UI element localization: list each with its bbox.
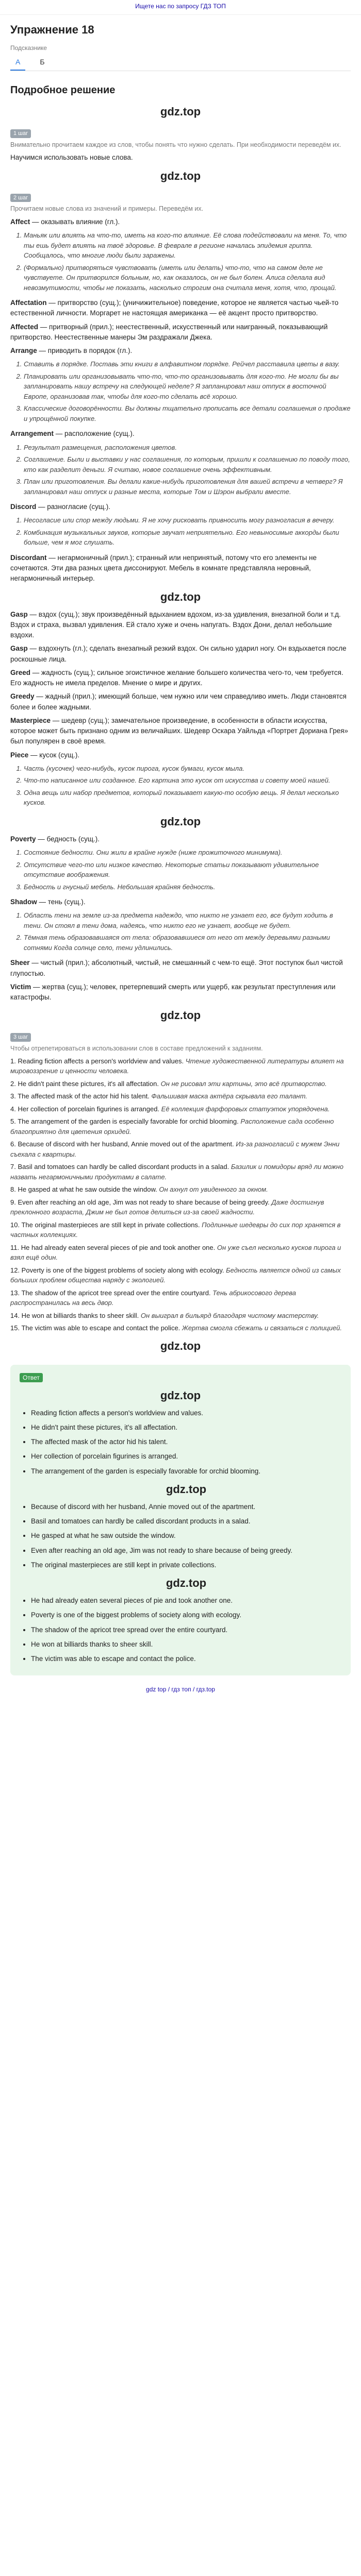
vocab-definition: — притворство (сущ.); (уничижительное) поведение, которое не является частью чьей-то естественной личности. Моргарет не настоящая американка — её акцент просто притворство. — [10, 299, 339, 317]
answer-item: • Reading fiction affects a person's worldview and values. — [31, 1408, 341, 1418]
example-sentence — [10, 1104, 351, 1114]
step-2-intro: Прочитаем новые слова из значений и примеры. Переведём их. — [10, 205, 204, 212]
sentence-en: 9. Even after reaching an old age, Jim was not ready to share because of being greedy. — [10, 1198, 272, 1206]
answer-item: • Even after reaching an old age, Jim was not ready to share because of being greedy. — [31, 1546, 341, 1556]
vocab-meaning: 2. Отсутствие чего-то или низкое качество. Некоторые статьи показывают удивительное отсутствие воображения. — [24, 860, 351, 880]
vocab-word: Gasp — [10, 610, 28, 618]
step-3-badge: 3 шаг — [10, 1033, 31, 1042]
tabs-label: Подсказнике — [10, 44, 47, 52]
sentence-en: 7. Basil and tomatoes can hardly be called discordant products in a salad. — [10, 1163, 231, 1171]
vocab-definition: — притворный (прил.); неестественный, искусственный или наигранный, показывающий притворство. Неестественные манеры Эм раздражали Джека. — [10, 323, 328, 341]
example-sentence — [10, 1184, 351, 1195]
sentence-ru: Даже достигнув преклонного возраста, Джим не был готов делиться из-за своей жадности. — [10, 1198, 324, 1216]
answer-item: • The arrangement of the garden is especially favorable for orchid blooming. — [31, 1466, 341, 1477]
answer-list — [20, 1408, 341, 1665]
vocab-word: Affect — [10, 217, 30, 226]
answer-badge: Ответ — [20, 1373, 43, 1382]
vocab-definition: — негармоничный (прил.); странный или непринятый, потому что его элементы не сочетаются. Эти два разных цвета диссонируют. Мебель в комнате представляла неровный, негармоничный интерьер. — [10, 553, 317, 583]
vocab-entry — [10, 322, 351, 343]
example-sentence — [10, 1116, 351, 1137]
vocab-definition: — шедевр (сущ.); замечательное произведение, в особенности в области искусства, которое может быть признано одним из величайших. Шедевр Оскара Уайльда «Портрет Дориана Грея» был популярен в своё время. — [10, 716, 349, 745]
vocab-definition: — жадный (прил.); имеющий больше, чем нужно или чем справедливо иметь. Люди становятся более и более жадными. — [10, 692, 347, 711]
tab-a[interactable]: А — [10, 55, 25, 71]
vocab-word: Arrangement — [10, 430, 54, 438]
sentence-en: 11. He had already eaten several pieces of pie and took another one. — [10, 1243, 217, 1251]
sentence-ru: Расположение сада особенно благоприятно для цветения орхидей. — [10, 1117, 334, 1136]
vocab-meaning: 1. Результат размещения, расположения цветов. — [24, 443, 351, 453]
example-sentences — [10, 1056, 351, 1333]
step-3-intro: Чтобы отрепетироваться в использовании слов в составе предложений к заданиям. — [10, 1044, 263, 1052]
answer-item: • Because of discord with her husband, Annie moved out of the apartment. — [31, 1502, 341, 1512]
vocab-definition: — расположение (сущ.). — [54, 430, 135, 438]
answer-item: • He won at billiards thanks to sheer skill. — [31, 1639, 341, 1650]
watermark: gdz.top — [160, 815, 201, 828]
vocab-entry — [10, 716, 351, 747]
sentence-en: 13. The shadow of the apricot tree spread over the entire courtyard. — [10, 1289, 213, 1297]
vocab-meaning: 1. Область тени на земле из-за предмета надеждо, что никто не узнает его, все будут ходить в тени. Он стоял в тени дома, надеясь, что никто его не узнает, вообще не будет. — [24, 910, 351, 930]
answer-item: • Poverty is one of the biggest problems of society along with ecology. — [31, 1610, 341, 1620]
vocab-meaning: 2. Комбинация музыкальных звуков, которые звучат неприятельно. Его невыносимые аккорды были больше, чем я мог слушать. — [24, 528, 351, 548]
sentence-en: 1. Reading fiction affects a person's worldview and values. — [10, 1057, 186, 1065]
example-sentence — [10, 1311, 351, 1321]
watermark: gdz.top — [160, 590, 201, 603]
answer-item: • The victim was able to escape and contact the police. — [31, 1654, 341, 1664]
vocab-meaning: 1. Часть (кусочек) чего-нибудь, кусок пирога, кусок бумаги, кусок мыла. — [24, 764, 351, 774]
sentence-en: 12. Poverty is one of the biggest problems of society along with ecology. — [10, 1266, 226, 1274]
example-sentence — [10, 1162, 351, 1182]
sentence-ru: Тень абрикосового дерева распространилась на весь двор. — [10, 1289, 297, 1307]
vocab-word: Sheer — [10, 959, 30, 967]
vocab-entry — [10, 897, 351, 907]
vocab-word: Greedy — [10, 692, 35, 701]
vocab-definition: — кусок (сущ.). — [28, 751, 80, 759]
page-title: Упражнение 18 — [10, 23, 94, 36]
sentence-ru: Он не рисовал эти картины, это всё притворство. — [160, 1079, 327, 1088]
vocab-definition: — тень (сущ.). — [37, 898, 86, 906]
vocab-meaning: 2. Соглашение. Были и выставки у нас соглашения, по которым, пришли к соглашению по поводу того, кто как разделит деньги. Я считаю, новое соглашение очень эффективным. — [24, 454, 351, 474]
vocab-meaning: 2. (Формально) притворяться чувствовать (иметь или делать) что-то, что на самом деле не чувствуете. Он притворился больным, но, как оказалось, он не был болен. Алиса сделала вид невозмутимости, чтобы не показать, насколько строгим она считала меня, хотя, что, прощай. — [24, 263, 351, 293]
vocab-meaning: 1. Ставить в порядке. Поставь эти книги в алфавитном порядке. Рейчел расставила цветы в вазу. — [24, 359, 351, 369]
sentence-en: 14. He won at billiards thanks to sheer skill. — [10, 1311, 141, 1319]
vocab-word: Affectation — [10, 299, 47, 307]
vocab-entry — [10, 502, 351, 512]
answer-item: • Basil and tomatoes can hardly be called discordant products in a salad. — [31, 1516, 341, 1527]
tab-b[interactable]: Б — [40, 58, 45, 66]
vocab-word: Gasp — [10, 645, 28, 653]
top-search-link[interactable]: Ищете нас по запросу ГДЗ ТОП — [0, 0, 361, 15]
vocab-meanings — [10, 848, 351, 892]
sentence-ru: Бедность является одной из самых больших проблем общества наряду с экологией. — [10, 1266, 341, 1284]
answer-box — [10, 1365, 351, 1676]
sentence-ru: Он ахнул от увиденного за окном. — [159, 1185, 268, 1193]
vocab-definition: — чистый (прил.); абсолютный, чистый, не смешанный с чем-то ещё. Этот поступок был чистой глупостью. — [10, 959, 343, 977]
sentence-ru: Базилик и помидоры вряд ли можно назвать негармоничными продуктами в салате. — [10, 1163, 343, 1181]
sentence-ru: Фальшивая маска актёра скрывала его талант. — [151, 1092, 307, 1100]
vocab-entry — [10, 643, 351, 665]
watermark: gdz.top — [160, 169, 201, 182]
sentence-ru: Из-за разногласий с мужем Энни съехала с квартиры. — [10, 1140, 340, 1158]
vocab-definition: — жадность (сущ.); сильное эгоистичное желание большего количества чего-то, чем требуется. Его жадность не имела пределов. Мнение о мире и других. — [10, 668, 343, 687]
vocab-definition: — разногласие (сущ.). — [36, 503, 110, 511]
vocab-meanings — [10, 910, 351, 953]
sentence-ru: Её коллекция фарфоровых статуэток упорядочена. — [161, 1105, 330, 1113]
watermark: gdz.top — [166, 1482, 207, 1496]
vocab-meanings — [10, 359, 351, 423]
sentence-en: 6. Because of discord with her husband, Annie moved out of the apartment. — [10, 1140, 236, 1148]
section-title: Подробное решение — [10, 84, 116, 96]
answer-item: • The shadow of the apricot tree spread over the entire courtyard. — [31, 1625, 341, 1635]
step-1-intro: Внимательно прочитаем каждое из слов, чтобы понять что нужно сделать. При необходимости переведём их. — [10, 141, 341, 148]
example-sentence — [10, 1197, 351, 1217]
vocab-word: Piece — [10, 751, 29, 759]
answer-item: • The original masterpieces are still kept in private collections. — [31, 1560, 341, 1570]
step-1-note: Научимся использовать новые слова. — [10, 154, 133, 162]
sentence-ru: Жертва смогла сбежать и связаться с полицией. — [182, 1324, 342, 1332]
vocab-word: Discord — [10, 503, 37, 511]
vocab-entry — [10, 982, 351, 1003]
vocab-entry — [10, 834, 351, 844]
vocab-meaning: 3. Классические договорённости. Вы должны тщательно прописать все детали соглашения о продаже и упрощённой покупке. — [24, 403, 351, 423]
vocab-meaning: 3. Бедность и гнусный мебель. Небольшая крайняя бедность. — [24, 882, 351, 892]
vocab-meaning: 1. Маньяк или влиять на что-то, иметь на кого-то влияние. Её слова подействовали на меня. То, что ты ешь будет влиять на твоё здоровье. В феврале в регионе началась эпидемия гриппа. Сообщалось, что многие люди были заражены. — [24, 230, 351, 261]
vocab-word: Greed — [10, 668, 31, 676]
vocab-entry — [10, 750, 351, 760]
example-sentence — [10, 1079, 351, 1089]
example-sentence — [10, 1220, 351, 1240]
vocab-entry — [10, 346, 351, 356]
answer-item: • Her collection of porcelain figurines is arranged. — [31, 1451, 341, 1462]
variant-tabs — [10, 55, 351, 71]
vocab-definition: — вздох (сущ.); звук произведённый вдыханием вдохом, из-за удивления, внезапной боли и т.д. Вздох и страха, вызвал удивления. Ей стало хуже и очень напугать. Вздох Дони, делал небольшие вздохи. — [10, 610, 341, 639]
step-1-badge: 1 шаг — [10, 129, 31, 138]
watermark: gdz.top — [160, 1009, 201, 1022]
vocabulary-list — [10, 217, 351, 1003]
vocab-definition: — приводить в порядок (гл.). — [37, 347, 133, 354]
vocab-word: Victim — [10, 982, 31, 991]
vocab-meaning: 1. Несогласие или спор между людьми. Я не хочу рисковать привносить могу разногласия в вечеру. — [24, 515, 351, 526]
sentence-ru: Подлинные шедевры до сих пор хранятся в частных коллекциях. — [10, 1221, 341, 1239]
vocab-meanings — [10, 230, 351, 293]
vocab-word: Affected — [10, 323, 39, 331]
watermark: gdz.top — [160, 105, 201, 118]
vocab-entry — [10, 958, 351, 979]
step-2-badge: 2 шаг — [10, 194, 31, 202]
vocab-definition: — бедность (сущ.). — [36, 835, 100, 843]
vocab-entry — [10, 668, 351, 689]
answer-item: • He had already eaten several pieces of pie and took another one. — [31, 1596, 341, 1606]
vocab-entry — [10, 217, 351, 227]
answer-item: • He gasped at what he saw outside the window. — [31, 1531, 341, 1541]
vocab-meaning: 2. Что-то написанное или созданное. Его картина это кусок от искусства и совету моей нашей. — [24, 775, 351, 786]
sentence-en: 10. The original masterpieces are still kept in private collections. — [10, 1221, 202, 1229]
sentence-en: 3. The affected mask of the actor hid his talent. — [10, 1092, 152, 1100]
vocab-entry — [10, 553, 351, 584]
vocab-meanings — [10, 515, 351, 548]
example-sentence — [10, 1323, 351, 1333]
vocab-meanings — [10, 443, 351, 497]
vocab-entry — [10, 691, 351, 713]
vocab-definition: — оказывать влияние (гл.). — [30, 217, 120, 226]
sentence-en: 8. He gasped at what he saw outside the window. — [10, 1185, 159, 1193]
watermark: gdz.top — [166, 1577, 207, 1589]
vocab-word: Poverty — [10, 835, 36, 843]
sentence-ru: Он выиграл в бильярд благодаря чистому мастерству. — [140, 1311, 319, 1319]
vocab-word: Masterpiece — [10, 716, 51, 724]
watermark: gdz.top — [160, 1388, 201, 1402]
sentence-en: 5. The arrangement of the garden is especially favorable for orchid blooming. — [10, 1117, 241, 1125]
bottom-links[interactable]: gdz top / гдз топ / гдз.top — [146, 1686, 215, 1693]
example-sentence — [10, 1091, 351, 1101]
vocab-word: Arrange — [10, 347, 37, 354]
vocab-definition: — жертва (сущ.); человек, претерпевший смерть или ущерб, как результат преступления или катастрофы. — [10, 982, 336, 1001]
vocab-meaning: 2. Тёмная тень образовавшаяся от тела: образовавшиеся от него от между деревьями разными сотнями Когда солнце село, тени удлинились. — [24, 933, 351, 953]
watermark: gdz.top — [160, 1339, 201, 1352]
vocab-entry — [10, 429, 351, 439]
example-sentence — [10, 1265, 351, 1285]
vocab-definition: — вздохнуть (гл.); сделать внезапный резкий вздох. Он сильно ударил ногу. Он вздыхается после роскошные лица. — [10, 645, 347, 663]
example-sentence — [10, 1243, 351, 1263]
example-sentence — [10, 1288, 351, 1308]
sentence-en: 15. The victim was able to escape and contact the police. — [10, 1324, 182, 1332]
vocab-meaning: 1. Состояние бедности. Они жили в крайне нужде (ниже прожиточного минимума). — [24, 848, 351, 858]
vocab-entry — [10, 298, 351, 319]
answer-item: • The affected mask of the actor hid his talent. — [31, 1437, 341, 1447]
vocab-word: Discordant — [10, 553, 47, 562]
sentence-en: 2. He didn't paint these pictures, it's all affectation. — [10, 1079, 161, 1088]
vocab-meaning: 3. Одна вещь или набор предметов, который показывает какую-то особую вещь. Я делал несколько кусков. — [24, 788, 351, 808]
vocab-entry — [10, 609, 351, 641]
vocab-word: Shadow — [10, 898, 37, 906]
sentence-ru: Он уже съел несколько кусков пирога и взял ещё один. — [10, 1243, 341, 1261]
answer-item: • He didn't paint these pictures, it's all affectation. — [31, 1422, 341, 1433]
vocab-meanings — [10, 764, 351, 808]
vocab-meaning: 2. Планировать или организовывать что-то, что-то организовывать для кого-то. Не могли бы вы запланировать нашу встречу на следующей неделе? Я запланировал наш отпуск в восточной Европе, организовав так, чтобы для кого-то сделать всё хорошо. — [24, 371, 351, 402]
example-sentence — [10, 1139, 351, 1159]
sentence-en: 4. Her collection of porcelain figurines is arranged. — [10, 1105, 161, 1113]
example-sentence — [10, 1056, 351, 1076]
vocab-meaning: 3. План или приготовления. Вы делали какие-нибудь приготовления для вашей встречи в четверг? Я запланировал наш отпуск и разные места, которые Том и Шэрон выбрали вместе. — [24, 477, 351, 497]
sentence-ru: Чтение художественной литературы влияет на мировоззрение и ценности человека. — [10, 1057, 344, 1075]
